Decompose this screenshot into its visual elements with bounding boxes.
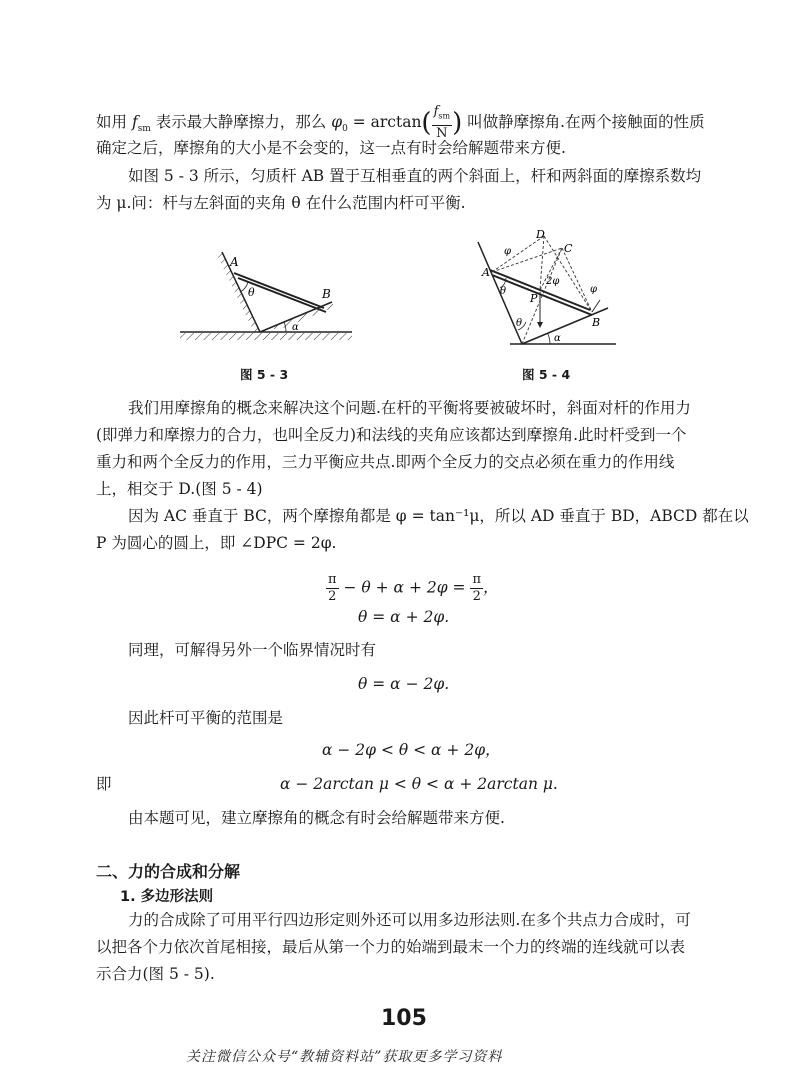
paragraph-3-line-4: 上，相交于 D.(图 5 - 4): [96, 480, 263, 498]
paragraph-3-line-3: 重力和两个全反力的作用，三力平衡应共点.即两个全反力的交点必须在重力的作用线: [96, 453, 675, 471]
symbol-sub: sm: [137, 123, 151, 134]
alpha-arc: [548, 334, 550, 344]
paragraph-4-line-2: P 为圆心的圆上，即 ∠DPC = 2φ.: [96, 534, 337, 552]
fraction: [470, 572, 483, 605]
label-alpha: α: [554, 333, 561, 344]
equation-end: ，: [482, 578, 499, 597]
label-theta-2: θ: [516, 318, 523, 329]
frac-denominator: N: [436, 125, 448, 141]
label-phi-1: φ: [504, 246, 512, 257]
subsection-heading: 1. 多边形法则: [120, 889, 214, 905]
label-p: P: [530, 292, 538, 305]
frac-denominator: 2: [472, 589, 481, 604]
paragraph-1-line-2: 确定之后，摩擦角的大小是不会变的，这一点有时会给解题带来方便.: [96, 139, 566, 157]
equation-2: θ = α + 2φ.: [358, 608, 450, 626]
frac-numerator-sub: sm: [438, 111, 451, 121]
text-segment: 叫做静摩擦角.在两个接触面的性质: [462, 112, 705, 131]
paragraph-5: 同理，可解得另外一个临界情况时有: [128, 641, 377, 659]
label-alpha: α: [292, 322, 299, 333]
section-heading: 二、力的合成和分解: [96, 862, 241, 881]
equation-middle: − θ + α + 2φ =: [338, 578, 471, 597]
fraction: [432, 104, 453, 142]
paragraph-8-line-3: 示合力(图 5 - 5).: [96, 965, 215, 983]
paragraph-6: 因此杆可平衡的范围是: [128, 709, 284, 727]
paragraph-3-line-1: 我们用摩擦角的概念来解决这个问题.在杆的平衡将要被破坏时，斜面对杆的作用力: [128, 399, 691, 417]
symbol-sub: 0: [342, 123, 348, 134]
label-a: A: [482, 266, 490, 279]
figure-5-3-caption: 图 5 - 3: [240, 367, 289, 382]
paragraph-7: 由本题可见，建立摩擦角的概念有时会给解题带来方便.: [128, 809, 505, 827]
paragraph-8-line-1: 力的合成除了可用平行四边形定则外还可以用多边形法则.在多个共点力合成时，可: [128, 911, 691, 929]
label-2phi: 2φ: [546, 276, 560, 287]
figure-5-3: [176, 240, 356, 350]
theta-arc: [240, 282, 248, 292]
page-number: 105: [381, 1006, 427, 1031]
label-c: C: [564, 242, 573, 255]
paragraph-2-line-2: 为 μ.问：杆与左斜面的夹角 θ 在什么范围内杆可平衡.: [96, 194, 466, 212]
paragraph-1-line-1: [96, 104, 705, 142]
footer-note: 关注微信公众号“教辅资料站”获取更多学习资料: [186, 1049, 503, 1065]
left-paren: (: [421, 107, 432, 138]
equation-1: [326, 572, 499, 605]
paragraph-4-line-1: 因为 AC 垂直于 BC，两个摩擦角都是 φ = tan⁻¹μ，所以 AD 垂直于 BD，ABCD 都在以: [128, 507, 749, 525]
force-b: [592, 300, 600, 312]
symbol-f: f: [131, 112, 138, 131]
gravity-arrowhead: [537, 322, 543, 328]
text-segment: 如用: [96, 112, 132, 131]
frac-numerator: f: [433, 104, 439, 119]
frac-numerator: π: [472, 572, 481, 587]
label-theta-1: θ: [500, 286, 507, 297]
symbol-phi: φ: [331, 112, 343, 131]
paragraph-2-line-1: 如图 5 - 3 所示，匀质杆 AB 置于互相垂直的两个斜面上，杆和两斜面的摩擦系数均: [128, 167, 702, 185]
fraction: [326, 572, 339, 605]
paragraph-3-line-2: (即弹力和摩擦力的合力，也叫全反力)和法线的夹角应该都达到摩擦角.此时杆受到一个: [96, 426, 687, 444]
right-incline-hatch: [272, 302, 334, 331]
figure-5-4: [460, 226, 620, 352]
frac-denominator: 2: [328, 589, 337, 604]
text-segment: 表示最大静摩擦力，那么: [150, 112, 332, 131]
paragraph-8-line-2: 以把各个力依次首尾相接，最后从第一个力的始端到最末一个力的终端的连线就可以表: [96, 938, 686, 956]
figure-5-4-caption: 图 5 - 4: [522, 367, 571, 382]
label-b: B: [592, 316, 601, 329]
right-paren: ): [452, 107, 463, 138]
label-d: D: [536, 228, 545, 241]
label-a: A: [230, 255, 239, 269]
frac-numerator: π: [328, 572, 337, 587]
equation-4: α − 2φ < θ < α + 2φ，: [322, 741, 501, 759]
label-theta: θ: [248, 286, 255, 299]
text-segment: = arctan: [347, 112, 422, 131]
ground-hatch: [180, 333, 352, 340]
equation-5-prefix: 即: [96, 775, 112, 793]
label-phi-2: φ: [590, 284, 598, 295]
equation-3: θ = α − 2φ.: [358, 675, 450, 693]
equation-5: α − 2arctan μ < θ < α + 2arctan μ.: [280, 775, 558, 793]
label-b: B: [322, 287, 331, 301]
